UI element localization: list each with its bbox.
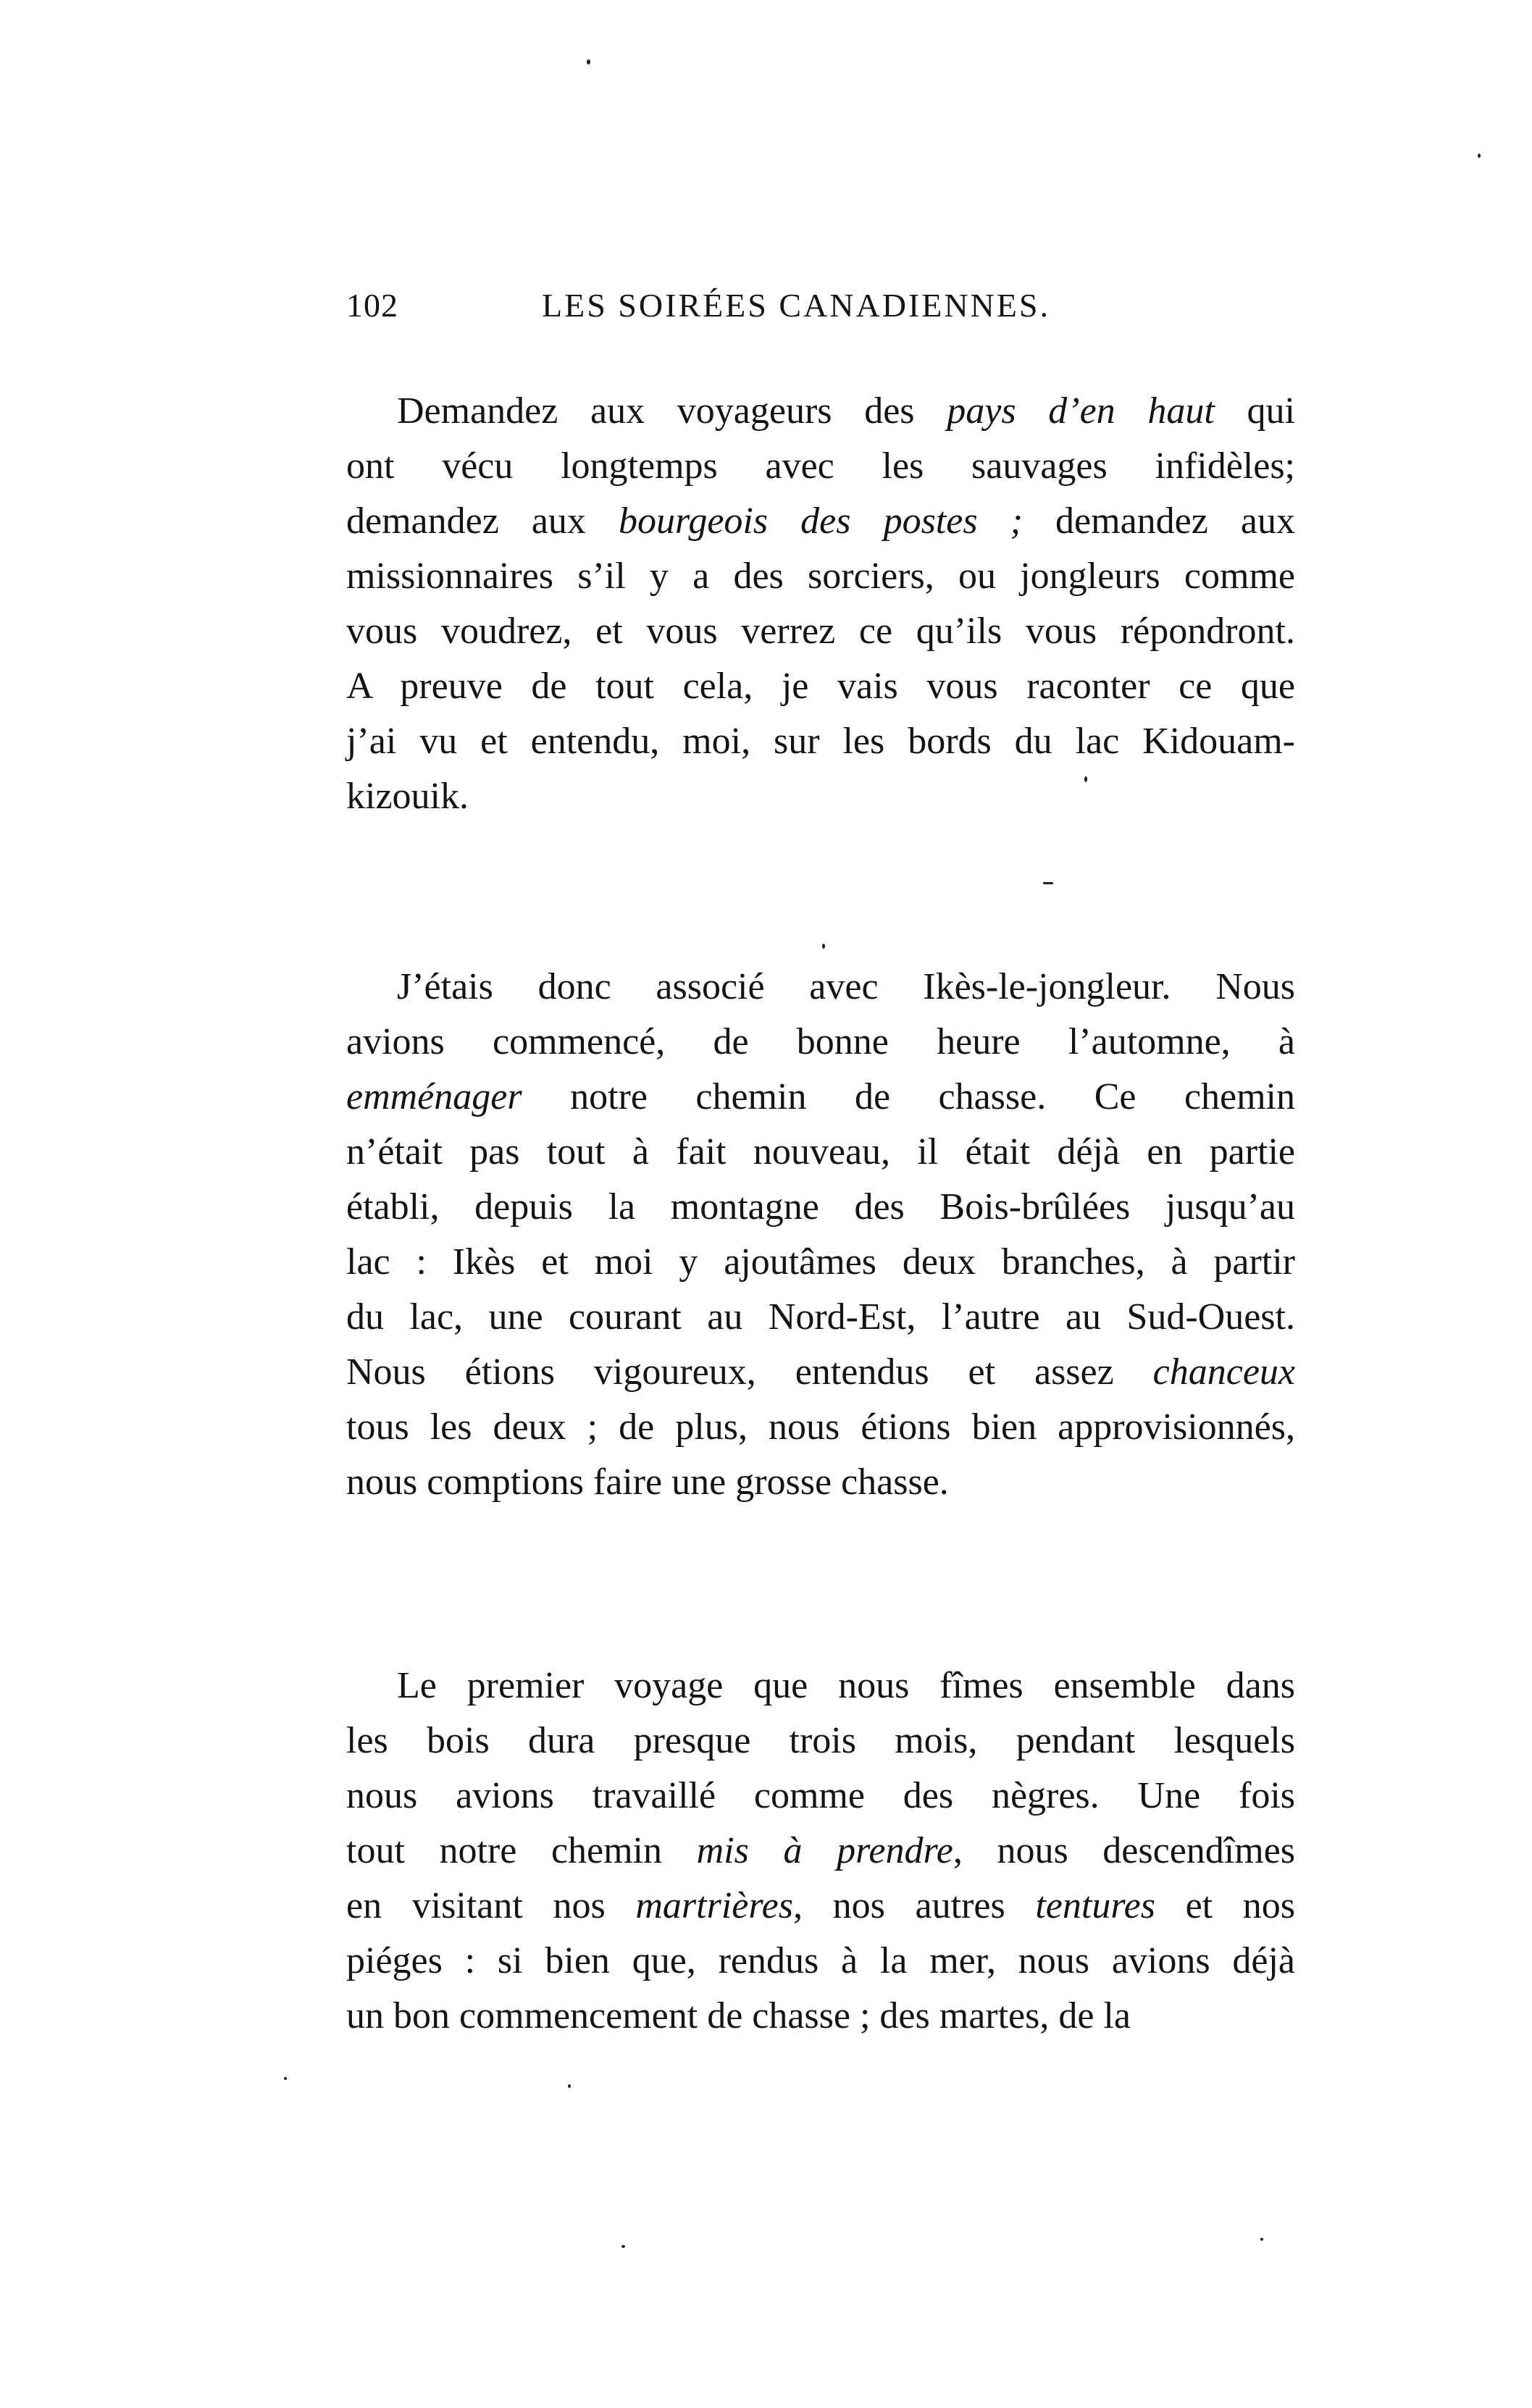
text-line bbox=[346, 714, 1295, 769]
text-line bbox=[346, 1180, 1295, 1235]
text-line bbox=[397, 384, 1295, 439]
text-segment: , nos autres bbox=[793, 1885, 1036, 1926]
running-title: LES SOIRÉES CANADIENNES. bbox=[542, 287, 1050, 324]
text-segment: Nous étions vigoureux, entendus et assez bbox=[346, 1351, 1153, 1393]
text-line bbox=[346, 1400, 1295, 1455]
ink-speck bbox=[284, 2077, 287, 2080]
text-segment: demandez aux bbox=[346, 500, 619, 542]
italic-phrase: tentures bbox=[1035, 1885, 1155, 1926]
text-line bbox=[346, 1713, 1295, 1769]
text-segment: A preuve de tout cela, je vais vous raconter ce que bbox=[346, 666, 1295, 707]
text-line bbox=[346, 549, 1295, 604]
text-segment: en visitant nos bbox=[346, 1885, 636, 1926]
text-segment: qui bbox=[1214, 390, 1295, 432]
ink-speck bbox=[1260, 2238, 1263, 2241]
page-number: 102 bbox=[346, 287, 398, 324]
text-line bbox=[346, 1235, 1295, 1290]
text-line bbox=[346, 494, 1295, 549]
page-header bbox=[346, 286, 1331, 330]
italic-phrase: chanceux bbox=[1152, 1351, 1295, 1393]
text-segment: vous voudrez, et vous verrez ce qu’ils vous répondront. bbox=[346, 611, 1295, 652]
text-segment: tous les deux ; de plus, nous étions bien approvisionnés, bbox=[346, 1406, 1295, 1448]
text-segment: n’était pas tout à fait nouveau, il était déjà en partie bbox=[346, 1131, 1295, 1172]
text-segment: avions commencé, de bonne heure l’automne, à bbox=[346, 1021, 1295, 1062]
italic-phrase: martrières bbox=[635, 1885, 793, 1926]
text-line bbox=[346, 1455, 1295, 1510]
text-line bbox=[346, 1290, 1295, 1345]
text-segment: et nos bbox=[1155, 1885, 1296, 1926]
text-segment: piéges : si bien que, rendus à la mer, nous avions déjà bbox=[346, 1940, 1295, 1981]
ink-speck bbox=[568, 2084, 571, 2088]
text-segment: nous avions travaillé comme des nègres. Une fois bbox=[346, 1775, 1295, 1816]
text-segment: tout notre chemin bbox=[346, 1830, 697, 1871]
text-line bbox=[346, 1345, 1295, 1400]
text-line bbox=[346, 1125, 1295, 1180]
italic-phrase: mis à prendre bbox=[696, 1830, 953, 1871]
text-line bbox=[397, 960, 1295, 1015]
text-line bbox=[346, 1989, 1295, 2044]
text-segment: lac : Ikès et moi y ajoutâmes deux branches, à partir bbox=[346, 1241, 1295, 1283]
italic-phrase: pays d’en haut bbox=[947, 390, 1215, 432]
text-segment: kizouik. bbox=[346, 776, 469, 817]
text-segment: du lac, une courant au Nord-Est, l’autre au Sud-Ouest. bbox=[346, 1296, 1295, 1338]
text-line bbox=[397, 1658, 1295, 1713]
text-segment: un bon commencement de chasse ; des martes, de la bbox=[346, 1995, 1131, 2036]
text-line bbox=[346, 1015, 1295, 1070]
text-segment: établi, depuis la montagne des Bois-brûlées jusqu’au bbox=[346, 1186, 1295, 1228]
text-segment: j’ai vu et entendu, moi, sur les bords du lac Kidouam- bbox=[346, 721, 1295, 762]
text-line bbox=[346, 1879, 1295, 1934]
ink-speck bbox=[1043, 882, 1053, 884]
text-line bbox=[346, 1070, 1295, 1125]
text-line bbox=[346, 1769, 1295, 1824]
text-segment: les bois dura presque trois mois, pendant lesquels bbox=[346, 1720, 1295, 1761]
ink-speck bbox=[621, 2245, 625, 2248]
italic-phrase: bourgeois des postes ; bbox=[619, 500, 1023, 542]
italic-phrase: emménager bbox=[346, 1076, 522, 1117]
text-segment: J’étais donc associé avec Ikès-le-jongleur. Nous bbox=[397, 966, 1295, 1007]
ink-speck bbox=[1084, 776, 1087, 782]
text-line bbox=[346, 659, 1295, 714]
ink-speck bbox=[1478, 154, 1481, 158]
text-segment: Le premier voyage que nous fîmes ensemble dans bbox=[397, 1665, 1295, 1706]
text-line bbox=[346, 1934, 1295, 1989]
text-line bbox=[346, 1824, 1295, 1879]
text-segment: notre chemin de chasse. Ce chemin bbox=[522, 1076, 1295, 1117]
ink-speck bbox=[587, 59, 590, 64]
text-segment: missionnaires s’il y a des sorciers, ou jongleurs comme bbox=[346, 555, 1295, 597]
text-segment: , nous descendîmes bbox=[953, 1830, 1295, 1871]
text-line bbox=[346, 439, 1295, 494]
text-segment: ont vécu longtemps avec les sauvages infidèles; bbox=[346, 445, 1295, 487]
text-segment: Demandez aux voyageurs des bbox=[397, 390, 947, 432]
ink-speck bbox=[822, 944, 825, 949]
text-line bbox=[346, 604, 1295, 659]
text-line bbox=[346, 769, 1295, 824]
text-segment: nous comptions faire une grosse chasse. bbox=[346, 1461, 949, 1503]
text-segment: demandez aux bbox=[1022, 500, 1295, 542]
